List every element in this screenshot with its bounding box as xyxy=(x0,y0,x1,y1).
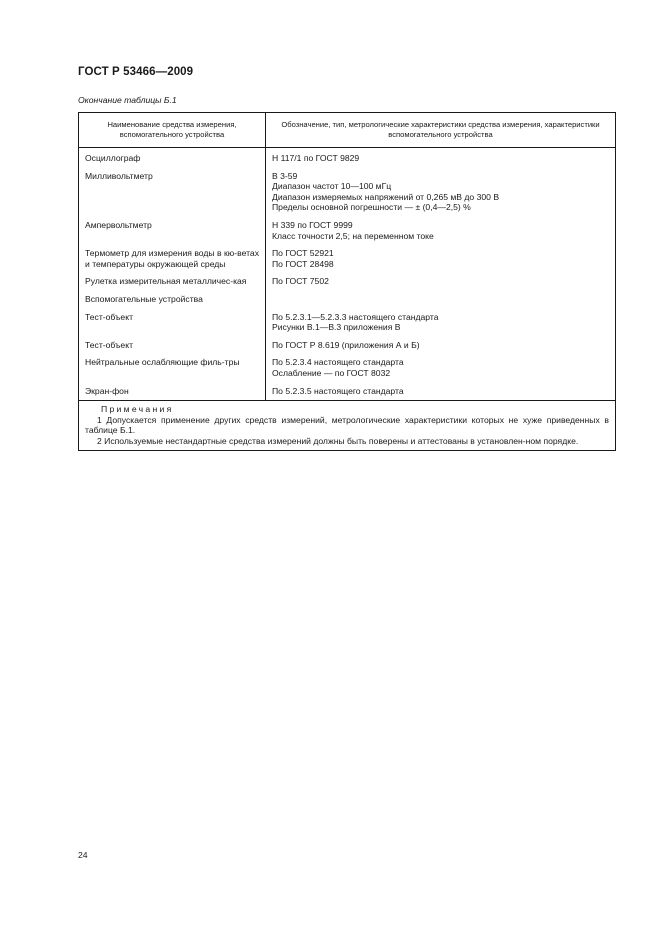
row-name: Ампервольтметр xyxy=(79,217,266,245)
row-name: Нейтральные ослабляющие филь-тры xyxy=(79,354,266,382)
spec-line: По ГОСТ 28498 xyxy=(272,258,334,269)
spec-line: По ГОСТ Р 8.619 (приложения А и Б) xyxy=(272,339,420,350)
spec-line: Диапазон частот 10—100 мГц xyxy=(272,181,392,192)
row-name: Термометр для измерения воды в кю-ветах и температуры окружающей среды xyxy=(79,245,266,273)
row-name: Вспомогательные устройства xyxy=(79,291,266,309)
table-notes xyxy=(79,401,616,451)
spec-line: Рисунки В.1—В.3 приложения В xyxy=(272,322,401,333)
spec-line: Н 339 по ГОСТ 9999 xyxy=(272,219,353,230)
note-item: 1 Допускается применение других средств измерений, метрологические характеристики которых не хуже приведенных в таблице Б.1. xyxy=(85,414,609,436)
table-row xyxy=(79,309,616,337)
spec-line: По 5.2.3.1—5.2.3.3 настоящего стандарта xyxy=(272,311,439,322)
row-spec xyxy=(266,245,616,273)
spec-line: По 5.2.3.5 настоящего стандарта xyxy=(272,385,404,396)
row-spec xyxy=(266,148,616,168)
row-spec xyxy=(266,291,616,309)
header-equipment-name: Наименование средства измерения, вспомогательного устройства xyxy=(79,113,266,148)
header-characteristics: Обозначение, тип, метрологические характеристики средства измерения, характеристики вспомогательного устройства xyxy=(266,113,616,148)
row-spec xyxy=(266,273,616,291)
row-name: Рулетка измерительная металличес-кая xyxy=(79,273,266,291)
equipment-table xyxy=(78,112,616,451)
spec-line: Диапазон измеряемых напряжений от 0,265 мВ до 300 В xyxy=(272,191,500,202)
spec-line: Н 117/1 по ГОСТ 9829 xyxy=(272,153,360,163)
table-row xyxy=(79,383,616,401)
row-spec xyxy=(266,337,616,355)
row-spec xyxy=(266,217,616,245)
table-header-row xyxy=(79,113,616,148)
table-row xyxy=(79,337,616,355)
row-name: Милливольтметр xyxy=(79,168,266,217)
note-item: 2 Используемые нестандартные средства измерений должны быть поверены и аттестованы в установлен-ном порядке. xyxy=(97,435,579,446)
table-row xyxy=(79,291,616,309)
table-row xyxy=(79,273,616,291)
spec-line: Пределы основной погрешности — ± (0,4—2,5) % xyxy=(272,202,471,213)
table-caption: Окончание таблицы Б.1 xyxy=(78,95,177,105)
document-code: ГОСТ Р 53466—2009 xyxy=(78,66,194,78)
row-name: Экран-фон xyxy=(79,383,266,401)
spec-line: В 3-59 xyxy=(272,170,298,181)
spec-line: Класс точности 2,5; на переменном токе xyxy=(272,230,434,241)
spec-line: По 5.2.3.4 настоящего стандарта xyxy=(272,357,404,368)
row-spec xyxy=(266,309,616,337)
spec-line: По ГОСТ 52921 xyxy=(272,248,334,259)
row-name: Осциллограф xyxy=(79,148,266,168)
table-row xyxy=(79,217,616,245)
row-name: Тест-объект xyxy=(79,337,266,355)
table-row xyxy=(79,148,616,168)
notes-row xyxy=(79,401,616,451)
page-number: 24 xyxy=(78,850,88,860)
spec-line: Ослабление — по ГОСТ 8032 xyxy=(272,367,391,378)
table-row xyxy=(79,168,616,217)
spec-line: По ГОСТ 7502 xyxy=(272,276,329,287)
row-spec xyxy=(266,383,616,401)
notes-title: Примечания xyxy=(101,404,174,415)
table-row xyxy=(79,245,616,273)
table-row xyxy=(79,354,616,382)
row-name: Тест-объект xyxy=(79,309,266,337)
row-spec xyxy=(266,354,616,382)
row-spec xyxy=(266,168,616,217)
